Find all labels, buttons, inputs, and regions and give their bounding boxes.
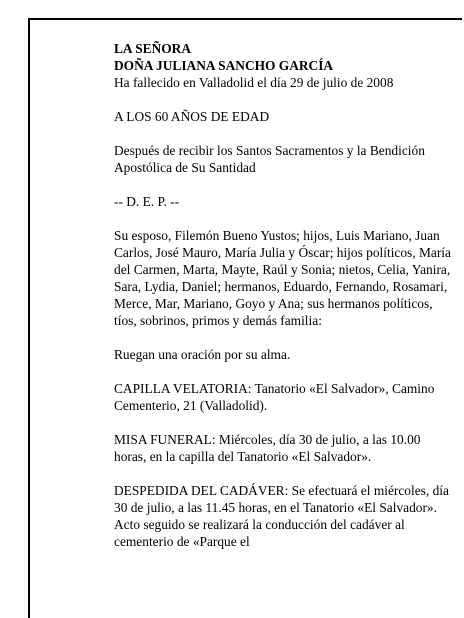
- spacer: [114, 363, 454, 380]
- spacer: [114, 329, 454, 346]
- farewell-paragraph: DESPEDIDA DEL CADÁVER: Se efectuará el miércoles, día 30 de julio, a las 11.45 horas, en el Tanatorio «El Salvador». Acto seguido se realizará la conducción del cadáver al cementerio de «Parque el: [114, 483, 449, 549]
- family-paragraph: Su esposo, Filemón Bueno Yustos; hijos, Luis Mariano, Juan Carlos, José Mauro, María Julia y Óscar; hijos políticos, María del Carmen, Marta, Mayte, Raúl y Sonia; nietos, Celia, Yanira, Sara, Lydia, Daniel; hermanos, Eduardo, Fernando, Rosamari, Merce, Mar, Mariano, Goyo y Ana; sus hermanos políticos, tíos, sobrinos, primos y demás familia:: [114, 228, 451, 328]
- deceased-name: DOÑA JULIANA SANCHO GARCÍA: [114, 58, 334, 73]
- mass-paragraph: MISA FUNERAL: Miércoles, día 30 de julio, a las 10.00 horas, en la capilla del Tanatorio «El Salvador».: [114, 432, 421, 464]
- spacer: [114, 125, 454, 142]
- sacraments-line: Después de recibir los Santos Sacramentos y la Bendición Apostólica de Su Santidad: [114, 143, 425, 175]
- chapel-paragraph: CAPILLA VELATORIA: Tanatorio «El Salvador», Camino Cementerio, 21 (Valladolid).: [114, 381, 435, 413]
- prayer-line: Ruegan una oración por su alma.: [114, 347, 291, 362]
- spacer: [114, 176, 454, 193]
- obituary-notice: [114, 40, 454, 550]
- rip-line: -- D. E. P. --: [114, 194, 180, 209]
- spacer: [114, 414, 454, 431]
- spacer: [114, 91, 454, 108]
- death-announcement: Ha fallecido en Valladolid el día 29 de julio de 2008: [114, 75, 394, 90]
- spacer: [114, 465, 454, 482]
- notice-title: LA SEÑORA: [114, 41, 192, 56]
- age-line: A LOS 60 AÑOS DE EDAD: [114, 109, 270, 124]
- spacer: [114, 210, 454, 227]
